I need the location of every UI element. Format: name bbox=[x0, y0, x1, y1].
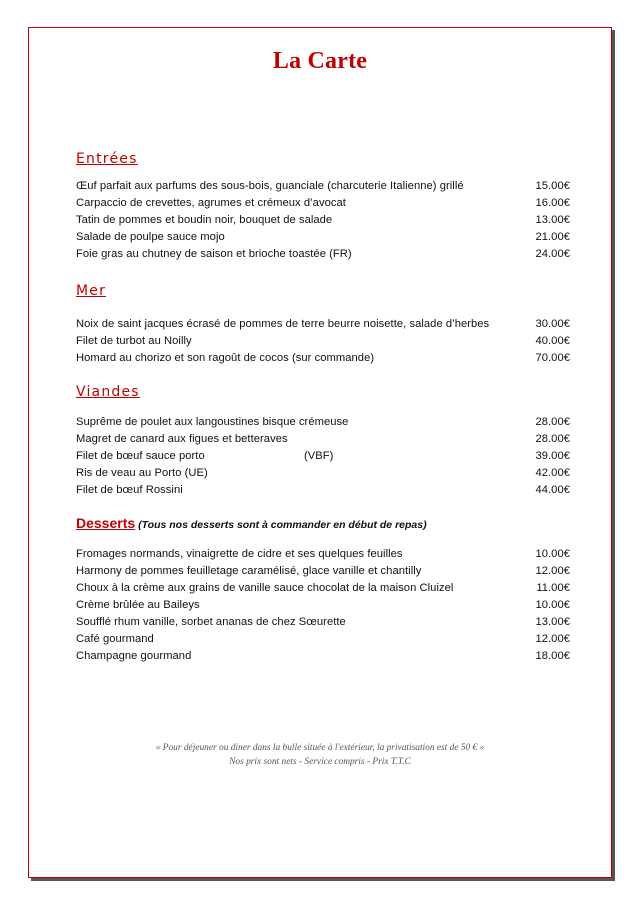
item-name: Noix de saint jacques écrasé de pommes de terre beurre noisette, salade d’herbes bbox=[76, 318, 490, 330]
menu-item bbox=[76, 484, 570, 501]
item-name: Café gourmand bbox=[76, 633, 154, 645]
menu-item bbox=[76, 318, 570, 335]
item-price: 10.00€ bbox=[535, 599, 570, 611]
item-price: 12.00€ bbox=[535, 565, 570, 577]
footer-privatisation-note: « Pour déjeuner ou diner dans la bulle située à l'extérieur, la privatisation est de 50 € » bbox=[155, 743, 485, 753]
item-price: 40.00€ bbox=[535, 335, 570, 347]
menu-item bbox=[76, 352, 570, 369]
menu-item bbox=[76, 335, 570, 352]
item-origin: (VBF) bbox=[304, 450, 334, 462]
item-name: Salade de poulpe sauce mojo bbox=[76, 231, 225, 243]
menu-item bbox=[76, 565, 570, 582]
item-name: Crème brûlée au Baileys bbox=[76, 599, 200, 611]
item-price: 18.00€ bbox=[535, 650, 570, 662]
item-price: 12.00€ bbox=[535, 633, 570, 645]
menu-item bbox=[76, 633, 570, 650]
item-name: Ris de veau au Porto (UE) bbox=[76, 467, 208, 479]
section-title-entrees: Entrées bbox=[76, 151, 138, 167]
item-name: Homard au chorizo et son ragoût de cocos (sur commande) bbox=[76, 352, 375, 364]
item-price: 30.00€ bbox=[535, 318, 570, 330]
item-price: 21.00€ bbox=[535, 231, 570, 243]
item-price: 28.00€ bbox=[535, 416, 570, 428]
menu-item bbox=[76, 616, 570, 633]
item-name: Filet de bœuf sauce porto bbox=[76, 450, 205, 462]
footer-prices-note: Nos prix sont nets - Service compris - Prix T.T.C bbox=[229, 757, 411, 767]
item-name: Tatin de pommes et boudin noir, bouquet de salade bbox=[76, 214, 333, 226]
menu-item bbox=[76, 582, 570, 599]
menu-item bbox=[76, 416, 570, 433]
menu-item bbox=[76, 197, 570, 214]
item-price: 10.00€ bbox=[535, 548, 570, 560]
item-name: Magret de canard aux figues et betteraves bbox=[76, 433, 288, 445]
desserts-note: (Tous nos desserts sont à commander en début de repas) bbox=[138, 519, 427, 531]
item-name: Suprême de poulet aux langoustines bisque crémeuse bbox=[76, 416, 349, 428]
item-price: 11.00€ bbox=[536, 582, 570, 594]
menu-item bbox=[76, 433, 570, 450]
menu-item bbox=[76, 214, 570, 231]
item-price: 42.00€ bbox=[535, 467, 570, 479]
item-name: Champagne gourmand bbox=[76, 650, 192, 662]
desserts-title-text: Desserts bbox=[76, 515, 136, 531]
menu-item bbox=[76, 450, 570, 467]
item-price: 39.00€ bbox=[535, 450, 570, 462]
item-price: 13.00€ bbox=[535, 616, 570, 628]
section-title-viandes: Viandes bbox=[76, 384, 140, 400]
menu-item bbox=[76, 180, 570, 197]
item-name: Filet de turbot au Noilly bbox=[76, 335, 192, 347]
section-title-mer: Mer bbox=[76, 283, 107, 299]
item-price: 16.00€ bbox=[535, 197, 570, 209]
item-name: Foie gras au chutney de saison et brioche toastée (FR) bbox=[76, 248, 352, 260]
page-title: La Carte bbox=[272, 48, 368, 74]
item-name: Œuf parfait aux parfums des sous-bois, guanciale (charcuterie Italienne) grillé bbox=[76, 180, 464, 192]
menu-item bbox=[76, 548, 570, 565]
menu-item bbox=[76, 599, 570, 616]
menu-item bbox=[76, 650, 570, 667]
item-price: 28.00€ bbox=[535, 433, 570, 445]
item-name: Filet de bœuf Rossini bbox=[76, 484, 183, 496]
item-price: 70.00€ bbox=[535, 352, 570, 364]
menu-item bbox=[76, 231, 570, 248]
item-price: 44.00€ bbox=[535, 484, 570, 496]
menu-item bbox=[76, 467, 570, 484]
item-price: 24.00€ bbox=[535, 248, 570, 260]
item-name: Fromages normands, vinaigrette de cidre et ses quelques feuilles bbox=[76, 548, 403, 560]
item-name: Carpaccio de crevettes, agrumes et crémeux d’avocat bbox=[76, 197, 346, 209]
menu-item bbox=[76, 248, 570, 265]
section-title-desserts bbox=[76, 515, 427, 532]
item-price: 15.00€ bbox=[535, 180, 570, 192]
item-name: Soufflé rhum vanille, sorbet ananas de chez Sœurette bbox=[76, 616, 346, 628]
item-name: Choux à la crème aux grains de vanille sauce chocolat de la maison Cluizel bbox=[76, 582, 454, 594]
item-name: Harmony de pommes feuilletage caramélisé, glace vanille et chantilly bbox=[76, 565, 422, 577]
item-price: 13.00€ bbox=[535, 214, 570, 226]
